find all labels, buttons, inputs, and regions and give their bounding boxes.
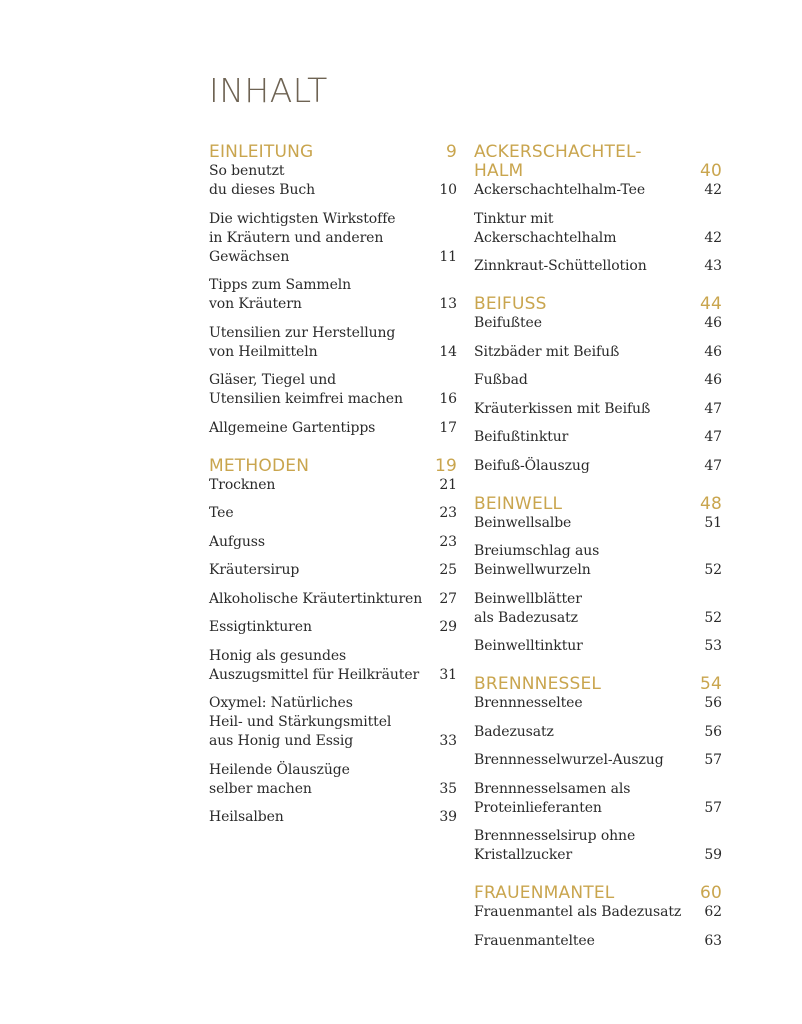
entry-page-number: 47 [704,457,722,474]
toc-entry[interactable] [209,808,457,827]
entry-title: Sitzbäder mit Beifuß [474,343,620,360]
toc-entry[interactable] [474,428,722,447]
entry-page-number: 63 [704,932,722,949]
entry-page-number: 13 [439,296,457,312]
section-heading[interactable] [474,295,722,314]
toc-entry[interactable] [474,542,722,580]
entry-page-number: 23 [439,505,457,521]
entry-title: Badezusatz [474,723,554,740]
entry-list [474,314,722,476]
entry-page-number: 56 [704,723,722,740]
toc-column-right [474,143,722,970]
toc-entry[interactable] [474,903,722,922]
toc-entry[interactable] [209,590,457,609]
toc-entry[interactable] [209,162,457,200]
toc-entry[interactable] [209,210,457,267]
entry-page-number: 35 [439,780,457,797]
toc-entry[interactable] [474,343,722,362]
entry-page-number: 52 [704,562,722,578]
entry-list [474,694,722,865]
toc-entry[interactable] [474,514,722,533]
entry-page-number: 42 [704,182,722,198]
entry-title: Brennnesseltee [474,695,583,711]
section-title: EINLEITUNG [209,142,314,162]
section-heading[interactable] [474,884,722,903]
toc-entry[interactable] [209,647,457,685]
section-page-number: 48 [699,493,722,514]
entry-title: Heilsalben [209,809,284,825]
entry-page-number: 33 [439,733,457,749]
entry-title: Allgemeine Gartentipps [209,419,376,436]
entry-page-number: 43 [704,258,722,274]
entry-title: Ackerschachtelhalm-Tee [474,182,646,198]
entry-page-number: 10 [439,182,457,198]
entry-page-number: 57 [704,799,722,816]
toc-entry[interactable] [209,371,457,409]
entry-page-number: 46 [704,372,722,388]
toc-entry[interactable] [474,590,722,628]
entry-title: Aufguss [209,533,265,550]
section-page-number: 60 [699,883,722,903]
toc-entry[interactable] [209,324,457,362]
section-title: BEIFUSS [474,294,547,314]
entry-title: Kräutersirup [209,562,300,578]
toc-entry[interactable] [209,533,457,552]
section-page-number: 19 [434,455,457,476]
entry-title: Gläser, Tiegel und Utensilien keimfrei machen [209,372,403,407]
entry-page-number: 46 [704,315,722,331]
entry-page-number: 56 [704,695,722,711]
toc-entry[interactable] [474,371,722,390]
entry-page-number: 11 [439,248,457,265]
toc-entry[interactable] [209,561,457,580]
entry-page-number: 51 [704,514,722,531]
entry-title: Frauenmanteltee [474,932,595,949]
entry-title: Brennnesselsamen als Proteinlieferanten [474,780,631,816]
toc-column-left [209,143,457,846]
entry-title: Utensilien zur Herstellung von Heilmitteln [209,324,396,360]
toc-entry[interactable] [474,694,722,713]
toc-entry[interactable] [474,637,722,656]
entry-title: Tipps zum Sammeln von Kräutern [209,277,352,312]
entry-page-number: 47 [704,429,722,445]
section-page-number: 40 [699,161,722,181]
section-heading[interactable] [209,143,457,162]
entry-page-number: 27 [439,590,457,607]
toc-entry[interactable] [474,827,722,865]
section-page-number: 9 [445,142,457,162]
entry-title: Beinwellblätter als Badezusatz [474,590,582,626]
toc-section [474,495,722,657]
entry-title: Oxymel: Natürliches Heil- und Stärkungsmittel aus Honig und Essig [209,695,392,749]
section-heading[interactable] [474,675,722,694]
entry-title: Beinwelltinktur [474,638,583,654]
toc-entry[interactable] [209,476,457,495]
entry-page-number: 14 [439,343,457,360]
entry-page-number: 53 [704,638,722,654]
entry-title: Fußbad [474,372,528,388]
toc-entry[interactable] [209,694,457,751]
section-title: ACKERSCHACHTEL- HALM [474,142,642,181]
entry-title: Breiumschlag aus Beinwellwurzeln [474,543,600,578]
entry-page-number: 42 [704,229,722,246]
section-heading[interactable] [209,457,457,476]
entry-title: Beinwellsalbe [474,514,572,531]
entry-title: Beifußtinktur [474,429,569,445]
entry-page-number: 47 [704,400,722,417]
entry-list [209,162,457,438]
entry-page-number: 29 [439,619,457,635]
entry-title: Frauenmantel als Badezusatz [474,904,682,920]
toc-section [209,143,457,438]
toc-entry[interactable] [209,504,457,523]
toc-entry[interactable] [209,276,457,314]
toc-section [474,143,722,276]
section-title: BEINWELL [474,493,563,514]
entry-title: Beifuß-Ölauszug [474,457,590,474]
entry-list [474,903,722,951]
toc-entry[interactable] [474,400,722,419]
entry-title: Heilende Ölauszüge selber machen [209,761,350,797]
section-title: BRENNNESSEL [474,674,602,694]
entry-list [474,514,722,657]
entry-title: Tee [209,505,234,521]
toc-entry[interactable] [474,780,722,818]
toc-entry[interactable] [474,457,722,476]
entry-title: Kräuterkissen mit Beifuß [474,400,651,417]
entry-title: Honig als gesundes Auszugsmittel für Heilkräuter [209,647,420,683]
entry-title: Beifußtee [474,315,542,331]
entry-title: Brennnesselwurzel-Auszug [474,752,664,768]
entry-page-number: 59 [704,847,722,863]
entry-list [474,181,722,276]
toc-entry[interactable] [474,751,722,770]
entry-title: Alkoholische Kräutertinkturen [209,590,423,607]
entry-page-number: 57 [704,752,722,768]
entry-title: Die wichtigsten Wirkstoffe in Kräutern und anderen Gewächsen [209,210,396,265]
entry-title: Essigtinkturen [209,619,312,635]
entry-title: Zinnkraut-Schüttellotion [474,258,647,274]
toc-entry[interactable] [209,761,457,799]
entry-title: Trocknen [209,476,276,493]
section-heading[interactable] [474,495,722,514]
entry-list [209,476,457,828]
toc-entry[interactable] [474,181,722,200]
toc-entry[interactable] [474,314,722,333]
toc-entry[interactable] [474,932,722,951]
page-title: INHALT [209,71,328,110]
entry-page-number: 46 [704,343,722,360]
section-title: FRAUENMANTEL [474,883,615,903]
toc-entry[interactable] [474,257,722,276]
entry-title: So benutzt du dieses Buch [209,163,316,198]
entry-page-number: 23 [439,533,457,550]
entry-page-number: 39 [439,809,457,825]
entry-page-number: 31 [439,666,457,683]
toc-entry[interactable] [474,210,722,248]
toc-entry[interactable] [209,419,457,438]
entry-page-number: 62 [704,904,722,920]
toc-section [209,457,457,828]
entry-page-number: 52 [704,609,722,626]
entry-page-number: 25 [439,562,457,578]
section-page-number: 44 [699,294,722,314]
entry-title: Tinktur mit Ackerschachtelhalm [474,210,617,246]
entry-page-number: 21 [439,476,457,493]
entry-page-number: 17 [439,419,457,436]
toc-section [474,884,722,951]
toc-entry[interactable] [209,618,457,637]
toc-section [474,295,722,476]
section-page-number: 54 [699,674,722,694]
entry-title: Brennnesselsirup ohne Kristallzucker [474,828,636,863]
toc-entry[interactable] [474,723,722,742]
section-heading[interactable] [474,143,722,181]
entry-page-number: 16 [439,391,457,407]
toc-section [474,675,722,865]
section-title: METHODEN [209,455,310,476]
